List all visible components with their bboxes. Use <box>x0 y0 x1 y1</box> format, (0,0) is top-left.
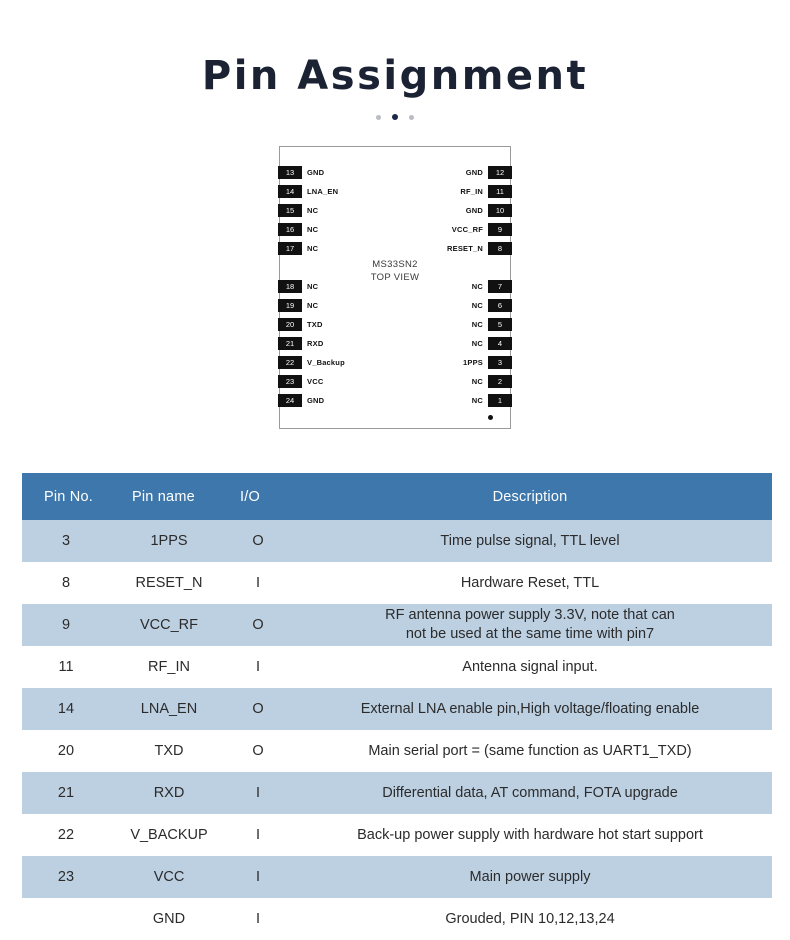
chip-pin-label-24: GND <box>307 396 325 405</box>
cell-pin-name: RESET_N <box>110 562 228 604</box>
chip-pin-11 <box>460 185 512 198</box>
cell-description <box>288 730 772 772</box>
chip-pin-pad-15: 15 <box>278 204 302 217</box>
column-header-description: Description <box>288 473 772 520</box>
chip-pin-13 <box>278 166 324 179</box>
carousel-dot-3[interactable] <box>409 115 414 120</box>
chip-pin-label-14: LNA_EN <box>307 187 339 196</box>
cell-pin-no: 14 <box>22 688 110 730</box>
chip-pin-7 <box>472 280 512 293</box>
cell-pin-name: V_BACKUP <box>110 814 228 856</box>
cell-description <box>288 898 772 940</box>
chip-pin-pad-10: 10 <box>488 204 512 217</box>
chip-pin-3 <box>463 356 512 369</box>
chip-pin-pad-12: 12 <box>488 166 512 179</box>
chip-pin-label-1: NC <box>471 396 483 405</box>
chip-pin-pad-9: 9 <box>488 223 512 236</box>
carousel-dot-1[interactable] <box>376 115 381 120</box>
cell-pin-name: 1PPS <box>110 520 228 562</box>
column-header-io: I/O <box>228 473 288 520</box>
chip-pin-label-3: 1PPS <box>463 358 483 367</box>
chip-pin-pad-22: 22 <box>278 356 302 369</box>
chip-pin-pad-24: 24 <box>278 394 302 407</box>
table-row <box>22 772 772 814</box>
cell-pin-name: GND <box>110 898 228 940</box>
chip-pin-label-16: NC <box>307 225 319 234</box>
description-line: Time pulse signal, TTL level <box>440 532 620 549</box>
table-header-row <box>22 473 772 520</box>
table-row <box>22 604 772 646</box>
description-line: Main power supply <box>469 868 591 885</box>
chip-pin-label-19: NC <box>307 301 319 310</box>
chip-pin-22 <box>278 356 345 369</box>
chip-pin-label-12: GND <box>465 168 483 177</box>
chip-pin-label-6: NC <box>471 301 483 310</box>
chip-pin-label-17: NC <box>307 244 319 253</box>
cell-description <box>288 772 772 814</box>
chip-pin-pad-4: 4 <box>488 337 512 350</box>
cell-pin-no: 20 <box>22 730 110 772</box>
cell-pin-no: 9 <box>22 604 110 646</box>
column-header-pin-no: Pin No. <box>22 473 110 520</box>
chip-pin-21 <box>278 337 323 350</box>
chip-pin-label-2: NC <box>471 377 483 386</box>
chip-pin-14 <box>278 185 338 198</box>
chip-pin-pad-7: 7 <box>488 280 512 293</box>
chip-diagram-section <box>0 146 790 429</box>
cell-pin-name: LNA_EN <box>110 688 228 730</box>
table-row <box>22 730 772 772</box>
description-line: RF antenna power supply 3.3V, note that can <box>385 607 675 623</box>
cell-io: O <box>228 688 288 730</box>
chip-pin-label-22: V_Backup <box>307 358 345 367</box>
chip-pin-pad-23: 23 <box>278 375 302 388</box>
chip-pin-16 <box>278 223 318 236</box>
page-title: Pin Assignment <box>201 53 589 99</box>
cell-pin-no: 11 <box>22 646 110 688</box>
chip-pin-6 <box>472 299 512 312</box>
cell-pin-no: 8 <box>22 562 110 604</box>
cell-io: I <box>228 898 288 940</box>
chip-pin-4 <box>472 337 512 350</box>
cell-io: I <box>228 562 288 604</box>
chip-pin-pad-17: 17 <box>278 242 302 255</box>
chip-pin-pad-19: 19 <box>278 299 302 312</box>
cell-pin-name: RF_IN <box>110 646 228 688</box>
chip-pin-label-20: TXD <box>307 320 323 329</box>
chip-pin-19 <box>278 299 318 312</box>
chip-pin-label-7: NC <box>471 282 483 291</box>
table-row <box>22 856 772 898</box>
cell-pin-name: TXD <box>110 730 228 772</box>
chip-pin-pad-8: 8 <box>488 242 512 255</box>
cell-description <box>288 562 772 604</box>
chip-pin-label-18: NC <box>307 282 319 291</box>
cell-io: O <box>228 520 288 562</box>
chip-part-number: MS33SN2 <box>372 259 418 270</box>
chip-pin-label-21: RXD <box>307 339 324 348</box>
cell-pin-no: 23 <box>22 856 110 898</box>
description-line: Antenna signal input. <box>462 658 598 675</box>
chip-view-label: TOP VIEW <box>370 271 420 283</box>
description-line: Main serial port = (same function as UART1_TXD) <box>368 742 692 759</box>
chip-pin-pad-20: 20 <box>278 318 302 331</box>
chip-pin-pad-18: 18 <box>278 280 302 293</box>
column-header-pin-name: Pin name <box>110 473 228 520</box>
chip-pin-label-5: NC <box>471 320 483 329</box>
cell-description <box>288 646 772 688</box>
chip-pin-pad-13: 13 <box>278 166 302 179</box>
table-row <box>22 688 772 730</box>
chip-pin-10 <box>466 204 512 217</box>
description-line: Back-up power supply with hardware hot start support <box>357 826 703 843</box>
chip-pin-pad-21: 21 <box>278 337 302 350</box>
carousel-dots <box>0 114 790 120</box>
title-section <box>0 0 790 120</box>
description-line: External LNA enable pin,High voltage/floating enable <box>360 700 700 717</box>
cell-io: I <box>228 772 288 814</box>
cell-pin-no: 22 <box>22 814 110 856</box>
chip-pin-2 <box>472 375 512 388</box>
cell-description <box>288 856 772 898</box>
cell-io: I <box>228 856 288 898</box>
table-row <box>22 520 772 562</box>
chip-pin-12 <box>466 166 512 179</box>
chip-pin-label-9: VCC_RF <box>451 225 483 234</box>
pin-assignment-table <box>22 473 772 940</box>
table-row <box>22 814 772 856</box>
chip-pin-8 <box>447 242 512 255</box>
chip-pin-23 <box>278 375 323 388</box>
description-line: Grouded, PIN 10,12,13,24 <box>445 910 615 927</box>
cell-description <box>288 520 772 562</box>
cell-io: I <box>228 646 288 688</box>
chip-pin-pad-3: 3 <box>488 356 512 369</box>
cell-pin-no <box>22 898 110 940</box>
chip-pin-pad-2: 2 <box>488 375 512 388</box>
table-body <box>22 520 772 940</box>
chip-pin-pad-16: 16 <box>278 223 302 236</box>
orientation-dot-icon <box>488 415 493 420</box>
carousel-dot-2-active[interactable] <box>392 114 398 120</box>
cell-io: O <box>228 730 288 772</box>
chip-pin-label-15: NC <box>307 206 319 215</box>
chip-pin-1 <box>472 394 512 407</box>
chip-pin-24 <box>278 394 324 407</box>
chip-pin-18 <box>278 280 318 293</box>
cell-pin-no: 21 <box>22 772 110 814</box>
chip-pin-pad-6: 6 <box>488 299 512 312</box>
cell-pin-name: VCC_RF <box>110 604 228 646</box>
cell-pin-name: VCC <box>110 856 228 898</box>
table-row <box>22 646 772 688</box>
description-line: Differential data, AT command, FOTA upgrade <box>382 784 678 801</box>
chip-pin-label-10: GND <box>465 206 483 215</box>
chip-pin-label-23: VCC <box>307 377 324 386</box>
chip-pin-label-13: GND <box>307 168 325 177</box>
cell-pin-no: 3 <box>22 520 110 562</box>
cell-io: I <box>228 814 288 856</box>
chip-pin-pad-1: 1 <box>488 394 512 407</box>
chip-pin-5 <box>472 318 512 331</box>
chip-pin-9 <box>452 223 512 236</box>
cell-description <box>288 814 772 856</box>
cell-io: O <box>228 604 288 646</box>
chip-pin-label-11: RF_IN <box>460 187 483 196</box>
chip-pin-15 <box>278 204 318 217</box>
description-line: Hardware Reset, TTL <box>460 574 600 591</box>
cell-pin-name: RXD <box>110 772 228 814</box>
chip-pin-20 <box>278 318 323 331</box>
chip-pin-pad-11: 11 <box>488 185 512 198</box>
pin-assignment-table-wrap <box>22 473 772 940</box>
table-row <box>22 562 772 604</box>
table-row <box>22 898 772 940</box>
chip-pin-17 <box>278 242 318 255</box>
chip-pin-label-4: NC <box>471 339 483 348</box>
chip-pin-pad-14: 14 <box>278 185 302 198</box>
cell-description <box>288 604 772 646</box>
cell-description <box>288 688 772 730</box>
chip-package-outline <box>279 146 511 429</box>
description-line: not be used at the same time with pin7 <box>405 626 655 642</box>
chip-pin-pad-5: 5 <box>488 318 512 331</box>
chip-pin-label-8: RESET_N <box>447 244 483 253</box>
